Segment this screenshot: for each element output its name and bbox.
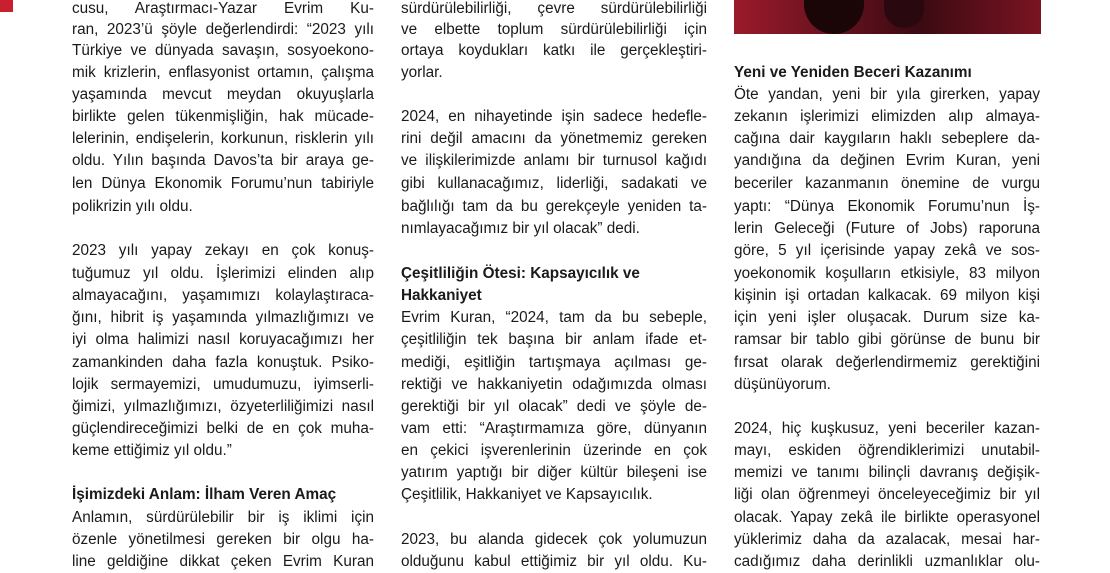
photo-figure xyxy=(804,0,864,34)
red-section-marker xyxy=(0,0,13,12)
text-line: Evrim Kuran, “2024, tam da bu sebeple, xyxy=(401,309,707,326)
text-line: ramsar bir tablo gibi görünse de bunu bir xyxy=(734,331,1040,348)
text-line: liği olan öğrenmeyi önceleyeceğimiz bir yıl xyxy=(734,486,1040,503)
text-line: güçlendireceğimizi belki de en çok muha- xyxy=(72,420,374,437)
text-line: beceriler kazanmanın önemine de vurgu xyxy=(734,175,1040,192)
text-line: kişinin işi ortadan kalkacak. 69 milyon kişi xyxy=(734,287,1040,304)
text-line: Öte yandan, yeni bir yıla girerken, yapay xyxy=(734,86,1040,103)
text-line: lerin Geleceği (Future of Jobs) raporuna xyxy=(734,220,1040,237)
text-line: rektiği ve hakkaniyetin odağımızda olması xyxy=(401,376,707,393)
text-line: lelerinin, endişelerin, korkunun, risklerin yılı xyxy=(72,130,374,147)
text-line: gerektiği bir yıl olacak” dedi ve şöyle de- xyxy=(401,398,707,415)
text-line: gibi kullanacağımız, liderliği, sadakati ve xyxy=(401,175,707,192)
section-heading: Yeni ve Yeniden Beceri Kazanımı xyxy=(734,64,972,81)
text-line: yüklerimiz daha da azalacak, mesai har- xyxy=(734,531,1040,548)
text-line: polikrizin yılı oldu. xyxy=(72,198,193,215)
text-line: fırsat olarak değerlendirmemiz gerektiğini xyxy=(734,354,1040,371)
text-line: line geldiğine dikkat çeken Evrim Kuran xyxy=(72,553,374,570)
section-heading: İşimizdeki Anlam: İlham Veren Amaç xyxy=(72,486,337,503)
text-line: cadığımız daha derinlikli uzmanlıklar olu- xyxy=(734,553,1040,570)
text-line: olacak. Yapay zekâ ile birlikte operasyonel xyxy=(734,509,1040,526)
text-line: mayı, eskiden öğrendiklerimizi unutabil- xyxy=(734,442,1040,459)
text-line: 2024, en nihayetinde işin sadece hedefle- xyxy=(401,108,707,125)
text-line: keme ettiğimiz yıl oldu.” xyxy=(72,442,232,459)
text-line: birlikte gelen tükenmişliğin, hak mücade- xyxy=(72,108,374,125)
text-line: yoekonomik koşulların etkisiyle, 83 milyon xyxy=(734,265,1040,282)
text-line: yaşamında mevcut meydan okuyuşlarla xyxy=(72,86,374,103)
text-line: en çekici işverenlerinin üzerinde en çok xyxy=(401,442,707,459)
text-line: zekanın işlerimizi elimizden alıp almaya- xyxy=(734,108,1040,125)
text-line: rini değil amacını da yönetmemiz gereken xyxy=(401,130,707,147)
text-line: ğını, hibrit iş yaşamında yılmazlığımızı ve xyxy=(72,309,374,326)
text-line: ran, 2023’ü şöyle değerlendirdi: “2023 yılı xyxy=(72,21,374,38)
text-line: olduğunu kabul ettiğimiz bir yıl oldu. Ku- xyxy=(401,553,707,570)
text-line: ğimizi, yılmazlığımızı, özyeterliliğimizi nasıl xyxy=(72,398,374,415)
text-line: yatırım yaptığı bir diğer kültür bileşeni ise xyxy=(401,464,707,481)
text-line: cusu, Araştırmacı-Yazar Evrim Ku- xyxy=(72,0,374,17)
text-line: yorlar. xyxy=(401,64,443,81)
section-heading: Çeşitliliğin Ötesi: Kapsayıcılık ve xyxy=(401,265,640,282)
text-line: Anlamın, sürdürülebilir bir iş iklimi için xyxy=(72,509,374,526)
text-line: memizi ve tanımı bilinçli davranış değişik- xyxy=(734,464,1040,481)
text-line: 2023, bu alanda gidecek çok yolumuzun xyxy=(401,531,707,548)
photo-detail xyxy=(884,0,924,28)
text-line: Türkiye ve dünyada savaşın, sosyoekono- xyxy=(72,42,374,59)
text-line: mediği, eşitliğin tartışmaya açılması ge- xyxy=(401,354,707,371)
text-line: oldu. Yılın başında Davos’ta bir araya ge- xyxy=(72,152,374,169)
text-line: özenle yönetilmesi gereken bir olgu ha- xyxy=(72,531,374,548)
text-line: vam etti: “Araştırmamıza göre, dünyanın xyxy=(401,420,707,437)
text-line: göre, 5 yıl içerisinde yapay zekâ ve sos- xyxy=(734,242,1040,259)
text-line: ve ilişkilerimizde anlamı bir turnusol kağıdı xyxy=(401,152,707,169)
text-line: mik krizlerin, enflasyonist ortamın, çalışma xyxy=(72,64,374,81)
article-photo xyxy=(734,0,1041,34)
text-line: düşünüyorum. xyxy=(734,376,831,393)
text-line: ve elbette toplum sürdürülebilirliği için xyxy=(401,21,707,38)
text-line: lojik sermayemizi, umudumuzu, iyimserli- xyxy=(72,376,374,393)
text-line: yandığına da değinen Evrim Kuran, yeni xyxy=(734,152,1040,169)
text-line: çeşitliliğin tek başına bir anlam ifade et- xyxy=(401,331,707,348)
section-heading: Hakkaniyet xyxy=(401,287,482,304)
text-line: yaptı: “Dünya Ekonomik Forumu’nun İş- xyxy=(734,198,1040,215)
text-line: sürdürülebilirliği, çevre sürdürülebilirliği xyxy=(401,0,707,17)
text-line: bağlılığı tam da bu gerekçeyle yeniden ta- xyxy=(401,198,707,215)
text-line: len Dünya Ekonomik Forumu’nun tabiriyle xyxy=(72,175,374,192)
text-line: almayacağını, yaşamımızı kolaylaştıraca- xyxy=(72,287,374,304)
text-line: Çeşitlilik, Hakkaniyet ve Kapsayıcılık. xyxy=(401,486,653,503)
text-line: 2023 yılı yapay zekayı en çok konuş- xyxy=(72,242,374,259)
text-line: ortaya koydukları katkı ile gerçekleştiri- xyxy=(401,42,707,59)
text-line: nımlayacağımız bir yıl olacak” dedi. xyxy=(401,220,640,237)
text-line: 2024, hiç kuşkusuz, yeni beceriler kazan- xyxy=(734,420,1040,437)
text-line: cağına dair kaygıların haklı sebeplere da- xyxy=(734,130,1040,147)
text-line: zamankinden daha fazla konuştuk. Psiko- xyxy=(72,354,374,371)
text-line: için yeni işler oluşacak. Durum size ka- xyxy=(734,309,1040,326)
text-line: iyi olma halimizi nasıl koruyacağımızı her xyxy=(72,331,374,348)
text-line: tuğumuz yıl oldu. İşlerimizi elinden alıp xyxy=(72,265,374,282)
